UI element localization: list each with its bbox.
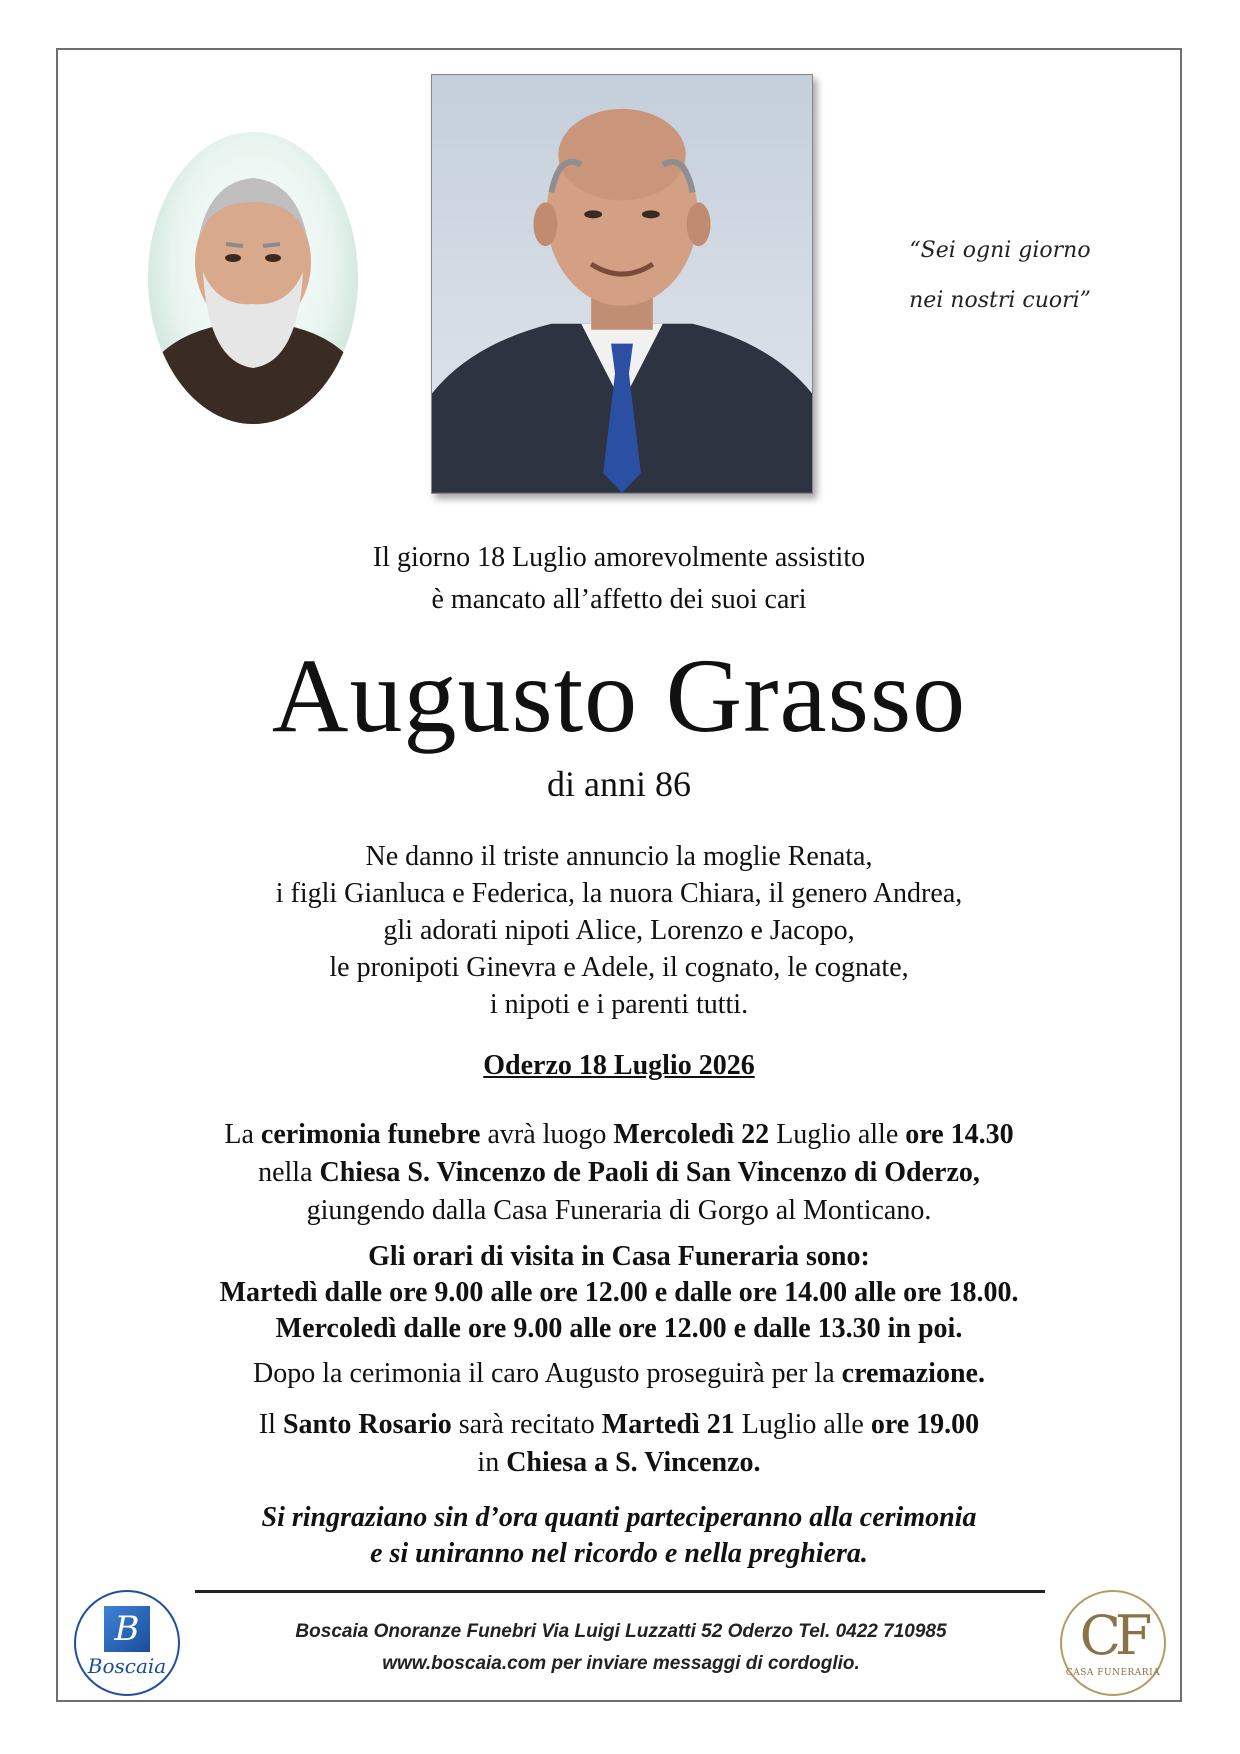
thanks-line: e si uniranno nel ricordo e nella preghiera. (370, 1538, 868, 1569)
footer-website[interactable]: www.boscaia.com per inviare messaggi di cordoglio. (382, 1653, 860, 1674)
boscaia-logo (74, 1590, 180, 1696)
casa-funeraria-logo (1060, 1590, 1166, 1696)
ceremony-text: La (224, 1119, 261, 1150)
rosary-text: in (477, 1447, 507, 1478)
rosary-details (56, 1406, 1182, 1482)
ceremony-line-1 (56, 1116, 1182, 1154)
ceremony-type: cerimonia funebre (260, 1119, 481, 1150)
rosary-time: ore 19.00 (870, 1409, 980, 1440)
ceremony-text: Luglio alle (769, 1119, 906, 1150)
family-line: i nipoti e i parenti tutti. (489, 989, 749, 1020)
rosary-church: Chiesa a S. Vincenzo. (506, 1447, 761, 1478)
rosary-line-2 (56, 1444, 1182, 1482)
saint-portrait-illustration (148, 132, 358, 424)
visiting-hours-line: Gli orari di visita in Casa Funeraria sono: (368, 1241, 870, 1272)
memorial-quote (880, 226, 1120, 326)
ceremony-church: Chiesa S. Vincenzo de Paoli di San Vincenzo di Oderzo, (319, 1157, 980, 1188)
death-announcement-intro (56, 537, 1182, 621)
deceased-portrait-illustration (432, 75, 812, 493)
intro-line-1: Il giorno 18 Luglio amorevolmente assistito (372, 542, 866, 573)
boscaia-logo-mark: B (104, 1606, 150, 1652)
ceremony-text: avrà luogo (480, 1119, 614, 1150)
quote-line-1: “Sei ogni giorno (909, 238, 1091, 263)
visiting-hours-line: Mercoledì dalle ore 9.00 alle ore 12.00 e dalle 13.30 in poi. (275, 1313, 963, 1344)
casa-funeraria-logo-text: CASA FUNERARIA (1065, 1668, 1161, 1678)
cremation-word: cremazione. (841, 1358, 985, 1389)
casa-funeraria-monogram: CF (1079, 1604, 1147, 1667)
family-line: i figli Gianluca e Federica, la nuora Chiara, il genero Andrea, (275, 878, 963, 909)
thanks-message (56, 1500, 1182, 1572)
family-line: le pronipoti Ginevra e Adele, il cognato, le cognate, (329, 952, 909, 983)
quote-line-2: nei nostri cuori” (909, 288, 1091, 313)
ceremony-line-3: giungendo dalla Casa Funeraria di Gorgo al Monticano. (306, 1195, 932, 1226)
saint-portrait-image (148, 132, 358, 424)
boscaia-logo-text: Boscaia (87, 1654, 167, 1678)
cremation-note (56, 1356, 1182, 1392)
rosary-text: sarà recitato (451, 1409, 602, 1440)
intro-line-2: è mancato all’affetto dei suoi cari (431, 584, 807, 615)
ceremony-details (56, 1116, 1182, 1230)
rosary-day: Martedì 21 (601, 1409, 735, 1440)
family-announcement (56, 838, 1182, 1023)
thanks-line: Si ringraziano sin d’ora quanti parteciperanno alla cerimonia (261, 1502, 977, 1533)
footer-contact (196, 1616, 1046, 1680)
ceremony-line-2 (56, 1154, 1182, 1192)
ceremony-text: nella (258, 1157, 320, 1188)
rosary-title: Santo Rosario (282, 1409, 452, 1440)
footer-address: Boscaia Onoranze Funebri Via Luigi Luzzatti 52 Oderzo Tel. 0422 710985 (295, 1621, 947, 1642)
deceased-age: di anni 86 (547, 764, 691, 804)
visiting-hours (56, 1239, 1182, 1347)
deceased-name: Augusto Grasso (271, 637, 967, 754)
cremation-text: Dopo la cerimonia il caro Augusto proseguirà per la (253, 1358, 842, 1389)
ceremony-time: ore 14.30 (905, 1119, 1014, 1150)
visiting-hours-line: Martedì dalle ore 9.00 alle ore 12.00 e dalle ore 14.00 alle ore 18.00. (219, 1277, 1019, 1308)
family-line: gli adorati nipoti Alice, Lorenzo e Jacopo, (383, 915, 855, 946)
ceremony-day: Mercoledì 22 (613, 1119, 770, 1150)
family-line: Ne danno il triste annuncio la moglie Renata, (365, 841, 873, 872)
rosary-text: Luglio alle (734, 1409, 871, 1440)
rosary-text: Il (258, 1409, 283, 1440)
deceased-portrait-photo (431, 74, 813, 494)
place-and-date: Oderzo 18 Luglio 2026 (483, 1050, 755, 1081)
rosary-line-1 (56, 1406, 1182, 1444)
footer-divider (195, 1590, 1045, 1593)
